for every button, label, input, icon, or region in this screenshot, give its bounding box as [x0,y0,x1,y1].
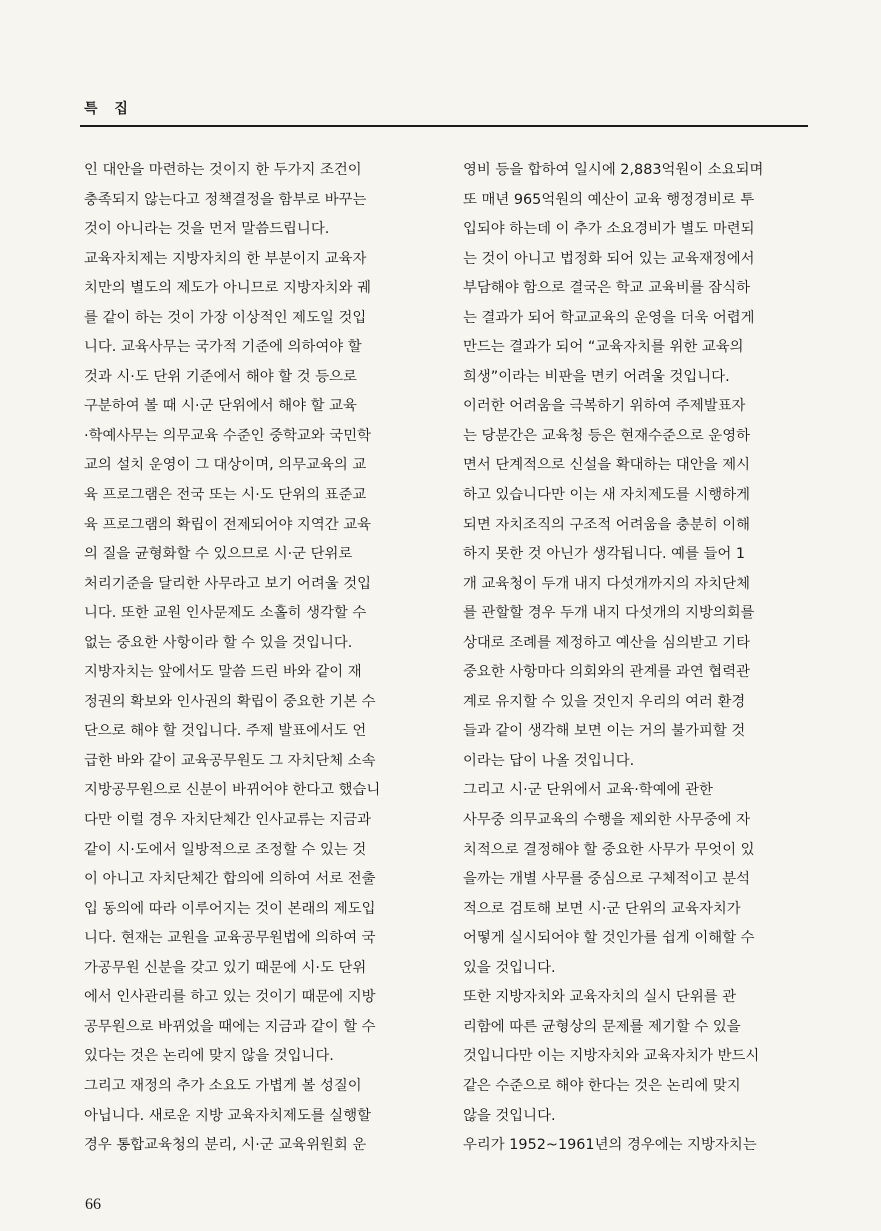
text-line: 되면 자치조직의 구조적 어려움을 충분히 이해 [463,516,750,533]
text-line: 는 것이 아니고 법정화 되어 있는 교육재정에서 [463,250,755,267]
text-line: 것입니다만 이는 지방자치와 교육자치가 반드시 [463,1048,760,1065]
text-line: 것과 시·도 단위 기준에서 해야 할 것 등으로 [84,368,357,385]
text-line: 같이 시·도에서 일방적으로 조정할 수 있는 것 [84,841,367,858]
text-line: 적으로 검토해 보면 시·군 단위의 교육자치가 [463,900,741,917]
left-column [84,156,426,1161]
text-line: 이 아니고 자치단체간 합의에 의하여 서로 전출 [84,871,376,888]
text-line: 인 대안을 마련하는 것이지 한 두가지 조건이 [84,162,362,178]
text-line: 면서 단계적으로 신설을 확대하는 대안을 제시 [463,457,750,474]
text-line: 중요한 사항마다 의회와의 관계를 과연 협력관 [463,664,750,681]
header-rule [80,125,808,127]
text-line: 부담해야 함으로 결국은 학교 교육비를 잠식하 [463,280,750,297]
text-line: 들과 같이 생각해 보면 이는 거의 불가피할 것 [463,723,746,740]
text-line: 하고 있습니다만 이는 새 자치제도를 시행하게 [463,487,750,504]
text-line: ·학예사무는 의무교육 수준인 중학교와 국민학 [84,427,371,444]
text-line: 치만의 별도의 제도가 아니므로 지방자치와 궤 [84,280,371,297]
text-line: 처리기준을 달리한 사무라고 보기 어려울 것입 [84,575,371,592]
text-line: 공무원으로 바뀌었을 때에는 지금과 같이 할 수 [84,1018,376,1035]
text-line: 교의 설치 운영이 그 대상이며, 의무교육의 교 [84,457,367,474]
text-line: 개 교육청이 두개 내지 다섯개까지의 자치단체 [463,575,750,592]
text-line: 지방자치는 앞에서도 말씀 드린 바와 같이 재 [84,664,362,681]
text-line: 경우 통합교육청의 분리, 시·군 교육위원회 운 [84,1137,367,1154]
text-line: 그리고 시·군 단위에서 교육·학예에 관한 [463,782,713,799]
text-line: 것이 아니라는 것을 먼저 말씀드립니다. [84,221,330,238]
text-line: 지방공무원으로 신분이 바뀌어야 한다고 했습니 [84,782,381,799]
text-line: 는 결과가 되어 학교교육의 운영을 더욱 어렵게 [463,309,755,326]
text-line: 단으로 해야 할 것입니다. 주제 발표에서도 언 [84,723,367,740]
section-label: 특 집 [84,101,134,117]
text-line: 아닙니다. 새로운 지방 교육자치제도를 실행할 [84,1107,371,1124]
text-line: 교육자치제는 지방자치의 한 부분이지 교육자 [84,250,367,267]
text-line: 사무중 의무교육의 수행을 제외한 사무중에 자 [463,812,750,829]
text-line: 어떻게 실시되어야 할 것인가를 쉽게 이해할 수 [463,930,755,947]
text-line: 상대로 조례를 제정하고 예산을 심의받고 기타 [463,634,750,651]
text-line: 이라는 답이 나올 것입니다. [463,752,635,769]
text-line: 니다. 또한 교원 인사문제도 소홀히 생각할 수 [84,605,367,622]
text-line: 니다. 교육사무는 국가적 기준에 의하여야 할 [84,339,362,356]
text-line: 다만 이럴 경우 자치단체간 인사교류는 지금과 [84,812,371,829]
text-line: 를 관할할 경우 두개 내지 다섯개의 지방의회를 [463,605,755,622]
text-line: 입되야 하는데 이 추가 소요경비가 별도 마련되 [463,221,755,238]
text-line: 정권의 확보와 인사권의 확립이 중요한 기본 수 [84,693,376,710]
text-line: 또 매년 965억원의 예산이 교육 행정경비로 투 [463,191,755,208]
text-line: 없는 중요한 사항이라 할 수 있을 것입니다. [84,634,353,651]
text-line: 니다. 현재는 교원을 교육공무원법에 의하여 국 [84,930,376,947]
text-line: 급한 바와 같이 교육공무원도 그 자치단체 소속 [84,752,376,769]
text-line: 가공무원 신분을 갖고 있기 때문에 시·도 단위 [84,959,367,976]
text-line: 는 당분간은 교육청 등은 현재수준으로 운영하 [463,427,750,444]
text-line: 구분하여 볼 때 시·군 단위에서 해야 할 교육 [84,398,357,415]
text-line: 않을 것입니다. [463,1107,556,1124]
page-number: 66 [85,1196,101,1213]
text-line: 리함에 따른 균형상의 문제를 제기할 수 있을 [463,1018,741,1035]
text-line: 계로 유지할 수 있을 것인지 우리의 여러 환경 [463,693,746,710]
text-line: 입 동의에 따라 이루어지는 것이 본래의 제도입 [84,900,376,917]
text-line: 우리가 1952~1961년의 경우에는 지방자치는 [463,1137,757,1154]
text-line: 육 프로그램은 전국 또는 시·도 단위의 표준교 [84,487,367,504]
text-line: 만드는 결과가 되어 “교육자치를 위한 교육의 [463,339,744,356]
text-line: 그리고 재정의 추가 소요도 가볍게 볼 성질이 [84,1077,362,1094]
text-line: 희생”이라는 비판을 면키 어려울 것입니다. [463,368,730,385]
text-line: 영비 등을 합하여 일시에 2,883억원이 소요되며 [463,162,764,178]
text-line: 을까는 개별 사무를 중심으로 구체적이고 분석 [463,871,750,888]
text-line: 이러한 어려움을 극복하기 위하여 주제발표자 [463,398,746,415]
right-column [463,156,805,1161]
text-line: 같은 수준으로 해야 한다는 것은 논리에 맞지 [463,1077,741,1094]
text-line: 충족되지 않는다고 정책결정을 함부로 바꾸는 [84,191,367,208]
text-line: 있을 것입니다. [463,959,556,976]
text-line: 에서 인사관리를 하고 있는 것이기 때문에 지방 [84,989,376,1006]
text-line: 의 질을 균형화할 수 있으므로 시·군 단위로 [84,546,353,563]
text-line: 육 프로그램의 확립이 전제되어야 지역간 교육 [84,516,371,533]
text-line: 치적으로 결정해야 할 중요한 사무가 무엇이 있 [463,841,755,858]
text-line: 하지 못한 것 아닌가 생각됩니다. 예를 들어 1 [463,546,746,563]
text-line: 또한 지방자치와 교육자치의 실시 단위를 관 [463,989,737,1006]
text-line: 있다는 것은 논리에 맞지 않을 것입니다. [84,1048,334,1065]
text-line: 를 같이 하는 것이 가장 이상적인 제도일 것입 [84,309,367,326]
